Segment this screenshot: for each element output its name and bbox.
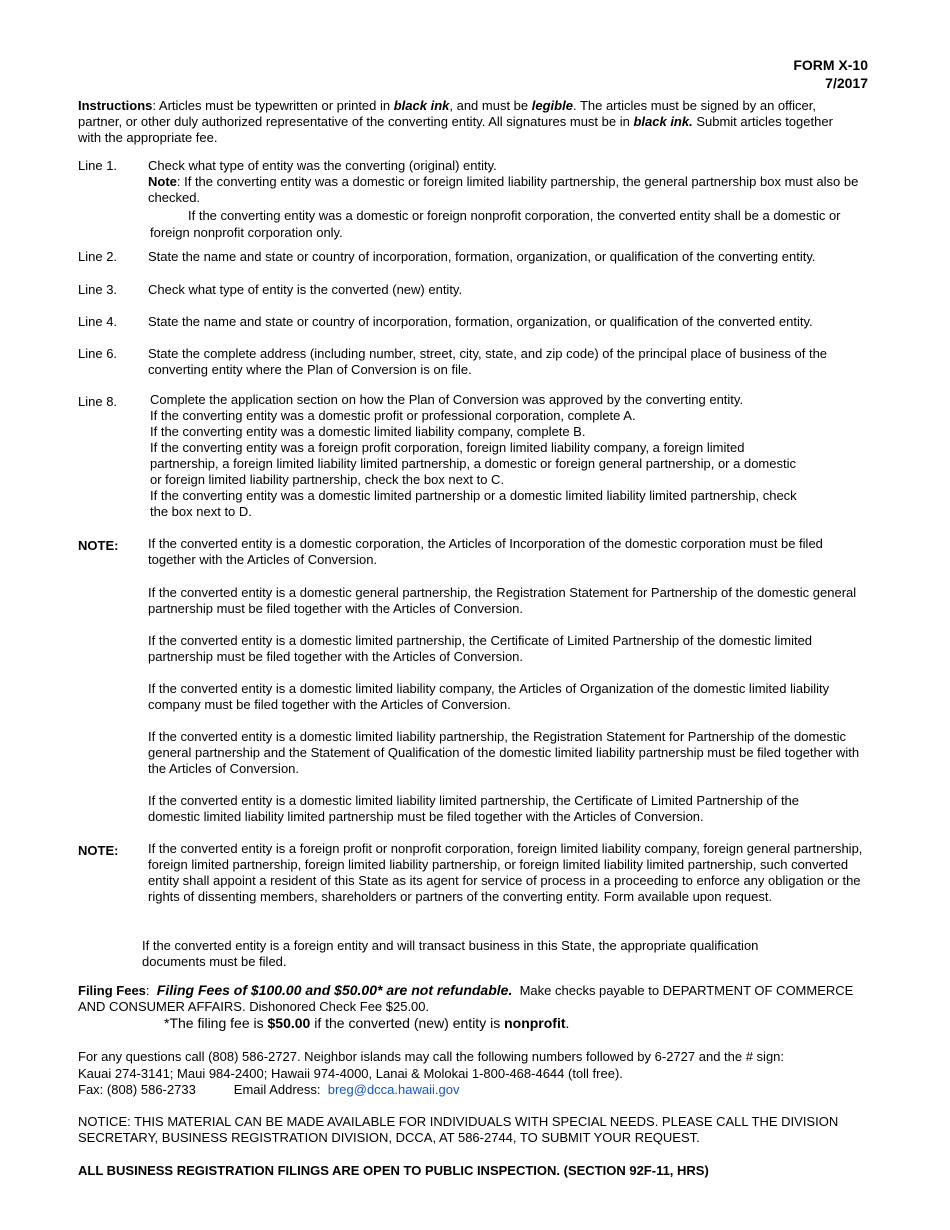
note-1-p3: If the converted entity is a domestic limited partnership, the Certificate of Limited Partnership of the domestic limited partnership must be filed together with the Articles of Conversion. — [148, 633, 813, 664]
line-2-label: Line 2. — [78, 249, 118, 264]
note-1-p4: If the converted entity is a domestic limited liability company, the Articles of Organization of the domestic limited liability company must be filed together with the Articles of Conversion. — [148, 681, 830, 712]
fax: Fax: (808) 586-2733 — [78, 1082, 196, 1097]
contact-islands: Kauai 274-3141; Maui 984-2400; Hawaii 974-4000, Lanai & Molokai 1-800-468-4644 (toll free). — [78, 1066, 623, 1081]
public-inspection-footer: ALL BUSINESS REGISTRATION FILINGS ARE OPEN TO PUBLIC INSPECTION. (SECTION 92F-11, HRS) — [78, 1163, 709, 1178]
note-2-label: NOTE: — [78, 843, 119, 858]
note-1-p6: If the converted entity is a domestic limited liability limited partnership, the Certificate of Limited Partnership of the domestic limited liability limited partnership must be filed together with the Articles of Conversion. — [148, 793, 800, 824]
filing-fees-label: Filing Fees — [78, 983, 146, 998]
note-1-p2: If the converted entity is a domestic general partnership, the Registration Statement for Partnership of the domestic general partnership must be filed together with the Articles of Conversion. — [148, 585, 857, 616]
line-1-note-2b: foreign nonprofit corporation only. — [150, 225, 343, 240]
line-6-text: State the complete address (including number, street, city, state, and zip code) of the principal place of business of the converting entity where the Plan of Conversion is on file. — [148, 346, 828, 377]
fees-not-refundable: Filing Fees of $100.00 and $50.00* are not refundable. — [156, 982, 513, 998]
note-2-p1: If the converted entity is a foreign profit or nonprofit corporation, foreign limited liability company, foreign general partnership, foreign limited partnership, foreign limited liability partnership, or foreign limited liability limited partnership, such converted entity shall appoint a resident of this State as its agent for service of process in a proceeding to enforce any obligation or the rights of dissenting members, shareholders or partners of the converting entity. Form available upon request. — [148, 841, 863, 904]
line-4-text: State the name and state or country of incorporation, formation, organization, or qualification of the converted entity. — [148, 314, 813, 329]
note-2-p2: If the converted entity is a foreign entity and will transact business in this State, the appropriate qualification documents must be filed. — [142, 938, 759, 969]
email-link[interactable]: breg@dcca.hawaii.gov — [327, 1082, 460, 1097]
line-3-text: Check what type of entity is the converted (new) entity. — [148, 282, 463, 297]
line-1-text: Check what type of entity was the converting (original) entity. — [148, 158, 497, 173]
instructions-paragraph: Instructions: Articles must be typewritten or printed in black ink, and must be legible. The articles must be signed by an officer, partner, or other duly authorized representative of the converting entity. All signatures must be in black ink. Submit articles together with the appropriate fee. — [78, 98, 833, 145]
line-3-label: Line 3. — [78, 282, 118, 297]
nonprofit-fee-note: *The filing fee is $50.00 if the converted (new) entity is nonprofit. — [164, 1015, 570, 1031]
filing-fees: Filing Fees: Filing Fees of $100.00 and $50.00* are not refundable. Make checks payable to DEPARTMENT OF COMMERCE AND CONSUMER AFFAIRS. Dishonored Check Fee $25.00. — [78, 982, 854, 1014]
form-date: 7/2017 — [825, 75, 868, 91]
contact-phone: For any questions call (808) 586-2727. Neighbor islands may call the following numbers followed by 6-2727 and the # sign: — [78, 1049, 785, 1064]
line-1-label: Line 1. — [78, 158, 118, 173]
line-8-text: Complete the application section on how the Plan of Conversion was approved by the converting entity. If the converting entity was a domestic profit or professional corporation, complete A. If the converting entity was a domestic limited liability company, complete B. If the converting entity was a foreign profit corporation, foreign limited liability company, a foreign limited partnership, a foreign limited liability limited partnership, a domestic or foreign general partnership, or a domestic or foreign limited liability partnership, check the box next to C. If the converting entity was a domestic limited partnership or a domestic limited liability limited partnership, check the box next to D. — [150, 392, 797, 519]
special-needs-notice: NOTICE: THIS MATERIAL CAN BE MADE AVAILABLE FOR INDIVIDUALS WITH SPECIAL NEEDS. PLEASE CALL THE DIVISION SECRETARY, BUSINESS REGISTRATION DIVISION, DCCA, AT 586-2744, TO SUBMIT YOUR REQUEST. — [78, 1114, 839, 1145]
line-1-note: Note: If the converting entity was a domestic or foreign limited liability partnership, the general partnership box must also be checked. — [148, 174, 859, 205]
note-1-p5: If the converted entity is a domestic limited liability partnership, the Registration Statement for Partnership of the domestic general partnership and the Statement of Qualification of the domestic limited liability partnership must be filed together with the Articles of Conversion. — [148, 729, 860, 776]
note-1-label: NOTE: — [78, 538, 119, 553]
instructions-label: Instructions — [78, 98, 153, 113]
note-1-p1: If the converted entity is a domestic corporation, the Articles of Incorporation of the domestic corporation must be filed together with the Articles of Conversion. — [148, 536, 823, 567]
contact-fax-email: Fax: (808) 586-2733 Email Address: breg@dcca.hawaii.gov — [78, 1082, 460, 1097]
line-2-text: State the name and state or country of incorporation, formation, organization, or qualification of the converting entity. — [148, 249, 816, 264]
line-6-label: Line 6. — [78, 346, 118, 361]
form-number: FORM X-10 — [793, 57, 868, 73]
note-label: Note — [148, 174, 177, 189]
line-1-note-2: If the converting entity was a domestic or foreign nonprofit corporation, the converted entity shall be a domestic or — [188, 208, 841, 223]
line-8-label: Line 8. — [78, 394, 118, 409]
line-4-label: Line 4. — [78, 314, 118, 329]
